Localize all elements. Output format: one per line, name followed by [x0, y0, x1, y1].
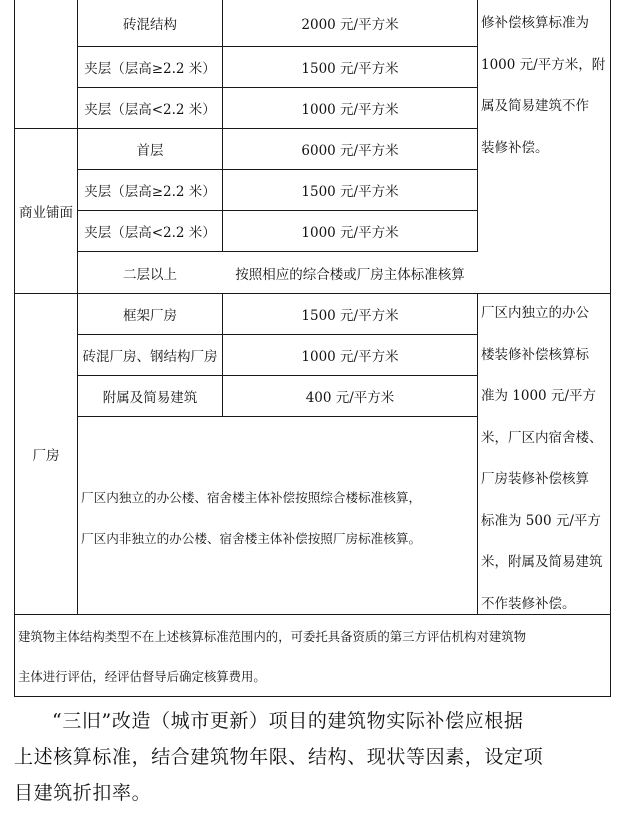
merged-cell-text: [81, 477, 421, 559]
footer-line: 建筑物主体结构类型不在上述核算标准范围内的，可委托具备资质的第三方评估机构对建筑物: [18, 629, 527, 644]
body-paragraph: [14, 703, 614, 811]
paragraph-line: 上述核算标准，结合建筑物年限、结构、现状等因素，设定项: [14, 746, 544, 768]
note-line: 楼装修补偿核算标: [481, 346, 589, 363]
note-line: 准为 1000 元/平方: [481, 388, 596, 404]
type-cell: 框架厂房: [123, 308, 177, 324]
note-top: [481, 3, 611, 169]
note-line: 米，附属及简易建筑: [481, 554, 603, 570]
column-divider: [477, 0, 478, 252]
rate-cell: 400 元/平方米: [305, 390, 395, 406]
category-cell: 商业铺面: [19, 205, 73, 221]
note-line: 修补偿核算标准为: [481, 15, 589, 31]
note-line: 米，厂区内宿舍楼、: [481, 429, 603, 446]
note-line: 标准为 500 元/平方: [481, 512, 601, 529]
column-divider: [477, 293, 478, 614]
type-cell: 夹层（层高<2.2 米）: [84, 102, 216, 118]
rate-cell: 1500 元/平方米: [301, 61, 399, 77]
type-cell: 附属及简易建筑: [102, 390, 198, 406]
merged-line: 厂区内非独立的办公楼、宿舍楼主体补偿按照厂房标准核算。: [81, 531, 422, 546]
rate-cell: 按照相应的综合楼或厂房主体标准核算: [235, 266, 465, 283]
footer-note: [18, 617, 526, 697]
type-cell: 首层: [136, 143, 164, 159]
note-line: 装修补偿。: [481, 139, 549, 156]
type-cell: 砖混结构: [123, 17, 177, 33]
rate-cell: 1000 元/平方米: [301, 349, 399, 365]
note-line: 厂区内独立的办公: [481, 305, 589, 321]
paragraph-line: “三旧”改造（城市更新）项目的建筑物实际补偿应根据: [52, 710, 524, 732]
rate-cell: 6000 元/平方米: [301, 143, 399, 159]
category-cell: 厂房: [32, 448, 60, 464]
rate-cell: 1500 元/平方米: [301, 308, 399, 324]
type-cell: 二层以上: [123, 266, 177, 283]
type-cell: 夹层（层高<2.2 米）: [84, 225, 216, 241]
rate-cell: 1000 元/平方米: [301, 102, 399, 118]
rate-cell: 2000 元/平方米: [301, 17, 399, 33]
type-cell: 砖混厂房、钢结构厂房: [82, 349, 218, 365]
type-cell: 夹层（层高≥2.2 米）: [84, 184, 216, 200]
type-cell: 夹层（层高≥2.2 米）: [84, 61, 216, 77]
rate-cell: 1000 元/平方米: [301, 225, 399, 241]
note-line: 属及简易建筑不作: [481, 98, 589, 114]
note-line: 厂房装修补偿核算: [481, 471, 589, 487]
merged-line: 厂区内独立的办公楼、宿舍楼主体补偿按照综合楼标准核算，: [81, 490, 422, 505]
rate-cell: 1500 元/平方米: [301, 184, 399, 200]
note-line: 不作装修补偿。: [481, 595, 576, 612]
paragraph-line: 目建筑折扣率。: [14, 782, 152, 804]
footer-line: 主体进行评估，经评估督导后确定核算费用。: [18, 669, 266, 684]
row-divider: [77, 416, 477, 417]
note-line: 1000 元/平方米，附: [481, 56, 606, 73]
note-factory: [481, 293, 611, 625]
